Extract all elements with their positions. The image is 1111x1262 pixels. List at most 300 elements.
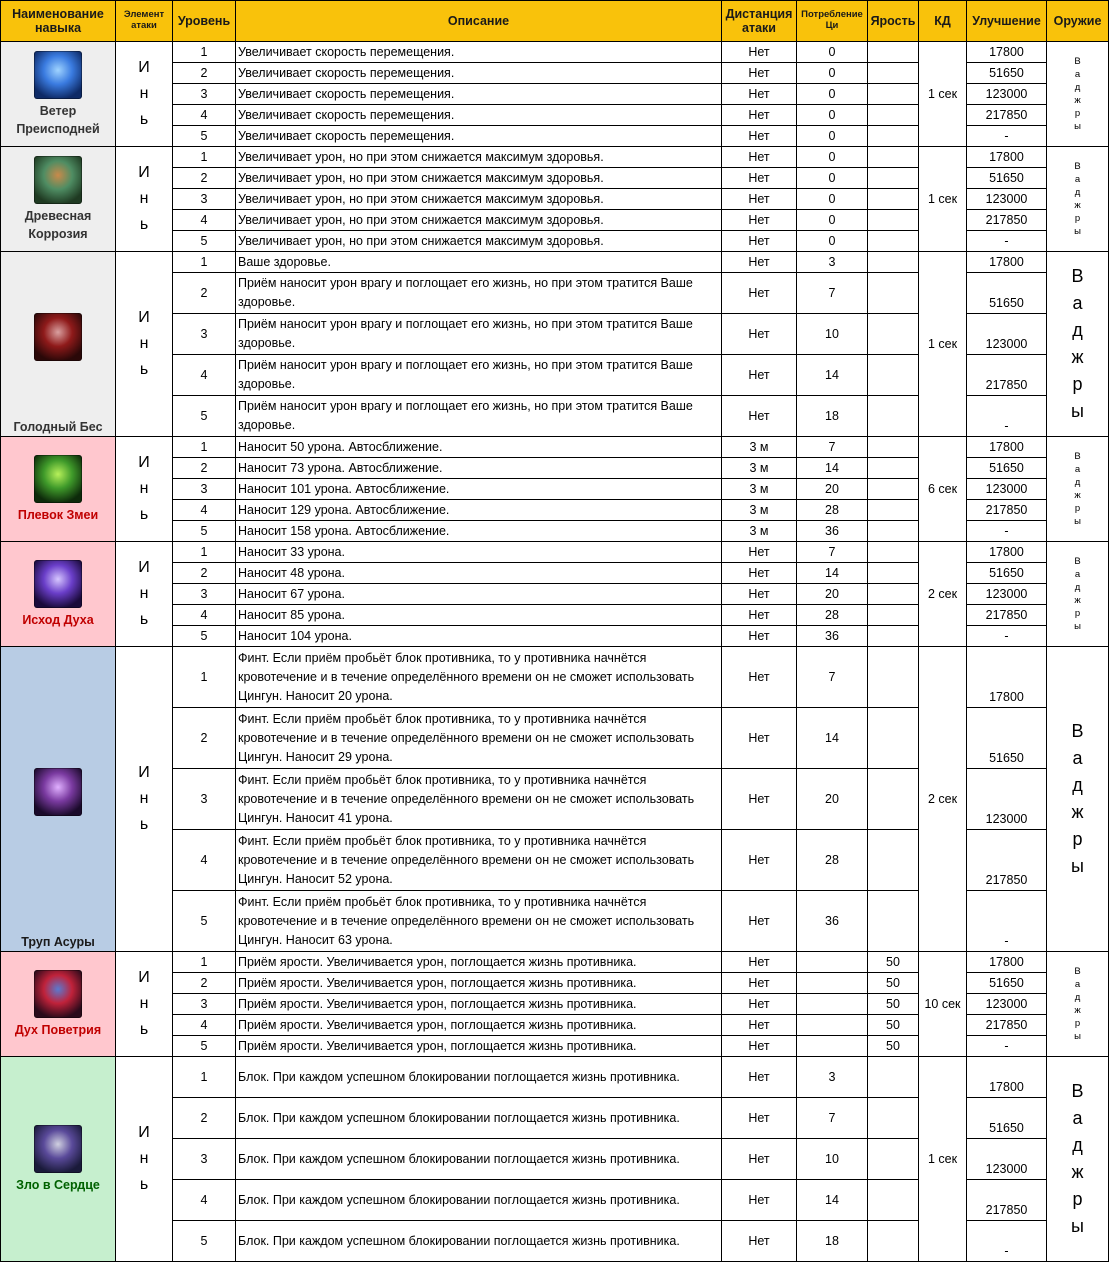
- range-cell: Нет: [722, 563, 797, 584]
- level-cell: 2: [173, 273, 236, 314]
- level-cell: 2: [173, 63, 236, 84]
- element-letter: И: [138, 969, 150, 986]
- element-letter: ь: [139, 1021, 149, 1038]
- chi-cell: 14: [797, 355, 868, 396]
- element-letter: И: [138, 164, 150, 181]
- skill-name: Плевок Змеи: [17, 507, 99, 522]
- rage-cell: [868, 769, 919, 830]
- rage-cell: [868, 647, 919, 708]
- weapon-cell: [1047, 647, 1109, 952]
- cooldown-cell: 1 сек: [919, 147, 967, 252]
- rage-cell: 50: [868, 1036, 919, 1057]
- range-cell: Нет: [722, 105, 797, 126]
- upgrade-cell: 51650: [967, 973, 1047, 994]
- rage-cell: [868, 126, 919, 147]
- description-cell: Приём ярости. Увеличивается урон, поглощается жизнь противника.: [236, 1036, 722, 1057]
- chi-cell: 20: [797, 479, 868, 500]
- description-cell: Увеличивает урон, но при этом снижается максимум здоровья.: [236, 231, 722, 252]
- weapon-letter: д: [1074, 82, 1081, 93]
- table-row: [1, 647, 1109, 708]
- range-cell: Нет: [722, 396, 797, 437]
- header-element: Элемент атаки: [116, 1, 173, 42]
- range-cell: Нет: [722, 1098, 797, 1139]
- element-letter: н: [139, 190, 149, 207]
- range-cell: Нет: [722, 231, 797, 252]
- level-cell: 4: [173, 830, 236, 891]
- upgrade-cell: 217850: [967, 105, 1047, 126]
- element-letter: н: [139, 480, 149, 497]
- range-cell: Нет: [722, 952, 797, 973]
- chi-cell: 7: [797, 647, 868, 708]
- weapon-letter: ы: [1074, 621, 1081, 632]
- upgrade-cell: 123000: [967, 994, 1047, 1015]
- header-upgrade: Улучшение: [967, 1, 1047, 42]
- level-cell: 3: [173, 479, 236, 500]
- upgrade-cell: 17800: [967, 647, 1047, 708]
- level-cell: 3: [173, 769, 236, 830]
- weapon-letter: ж: [1074, 200, 1081, 211]
- upgrade-cell: 217850: [967, 1180, 1047, 1221]
- upgrade-cell: -: [967, 231, 1047, 252]
- range-cell: Нет: [722, 252, 797, 273]
- range-cell: Нет: [722, 626, 797, 647]
- weapon-letter: ж: [1074, 595, 1081, 606]
- description-cell: Блок. При каждом успешном блокировании поглощается жизнь противника.: [236, 1057, 722, 1098]
- description-cell: Приём наносит урон врагу и поглощает его жизнь, но при этом тратится Ваше здоровье.: [236, 314, 722, 355]
- rage-cell: 50: [868, 973, 919, 994]
- header-row: [1, 1, 1109, 42]
- rage-cell: [868, 355, 919, 396]
- upgrade-cell: 51650: [967, 708, 1047, 769]
- header-level: Уровень: [173, 1, 236, 42]
- chi-cell: 7: [797, 542, 868, 563]
- range-cell: Нет: [722, 355, 797, 396]
- range-cell: Нет: [722, 63, 797, 84]
- description-cell: Блок. При каждом успешном блокировании поглощается жизнь противника.: [236, 1221, 722, 1262]
- header-cooldown: КД: [919, 1, 967, 42]
- chi-cell: 7: [797, 273, 868, 314]
- upgrade-cell: 123000: [967, 189, 1047, 210]
- weapon-letter: ы: [1074, 226, 1081, 237]
- upgrade-cell: 123000: [967, 1139, 1047, 1180]
- rage-cell: [868, 273, 919, 314]
- upgrade-cell: -: [967, 1036, 1047, 1057]
- range-cell: 3 м: [722, 521, 797, 542]
- element-cell: [116, 952, 173, 1057]
- level-cell: 5: [173, 396, 236, 437]
- rage-cell: [868, 314, 919, 355]
- level-cell: 3: [173, 314, 236, 355]
- level-cell: 4: [173, 210, 236, 231]
- weapon-letter: р: [1072, 374, 1083, 394]
- range-cell: Нет: [722, 584, 797, 605]
- chi-cell: 20: [797, 584, 868, 605]
- upgrade-cell: 17800: [967, 952, 1047, 973]
- level-cell: 5: [173, 891, 236, 952]
- description-cell: Увеличивает скорость перемещения.: [236, 84, 722, 105]
- rage-cell: [868, 105, 919, 126]
- level-cell: 1: [173, 42, 236, 63]
- rage-cell: [868, 1098, 919, 1139]
- skill-name: Голодный Бес: [13, 420, 103, 434]
- rage-cell: [868, 584, 919, 605]
- rage-cell: 50: [868, 1015, 919, 1036]
- level-cell: 1: [173, 437, 236, 458]
- chi-cell: 0: [797, 84, 868, 105]
- level-cell: 1: [173, 647, 236, 708]
- weapon-letter: д: [1074, 992, 1081, 1003]
- skill-icon-crossed-blades: [34, 1125, 82, 1173]
- upgrade-cell: 17800: [967, 542, 1047, 563]
- range-cell: Нет: [722, 1057, 797, 1098]
- description-cell: Наносит 73 урона. Автосближение.: [236, 458, 722, 479]
- description-cell: Финт. Если приём пробьёт блок противника, то у противника начнётся кровотечение и в течение определённого времени он не сможет использовать Цингун. Наносит 41 урона.: [236, 769, 722, 830]
- description-cell: Блок. При каждом успешном блокировании поглощается жизнь противника.: [236, 1180, 722, 1221]
- level-cell: 4: [173, 500, 236, 521]
- skill-name-cell: [1, 952, 116, 1057]
- description-cell: Ваше здоровье.: [236, 252, 722, 273]
- header-name: Наименование навыка: [1, 1, 116, 42]
- weapon-letter: В: [1071, 266, 1084, 286]
- description-cell: Блок. При каждом успешном блокировании поглощается жизнь противника.: [236, 1139, 722, 1180]
- element-letter: И: [138, 1124, 150, 1141]
- header-description: Описание: [236, 1, 722, 42]
- description-cell: Увеличивает урон, но при этом снижается максимум здоровья.: [236, 147, 722, 168]
- skill-name-cell: [1, 147, 116, 252]
- chi-cell: 3: [797, 252, 868, 273]
- upgrade-cell: 123000: [967, 314, 1047, 355]
- description-cell: Приём наносит урон врагу и поглощает его жизнь, но при этом тратится Ваше здоровье.: [236, 273, 722, 314]
- rage-cell: [868, 1221, 919, 1262]
- weapon-letter: р: [1074, 608, 1081, 619]
- upgrade-cell: 17800: [967, 252, 1047, 273]
- level-cell: 4: [173, 355, 236, 396]
- description-cell: Приём ярости. Увеличивается урон, поглощается жизнь противника.: [236, 973, 722, 994]
- level-cell: 5: [173, 1036, 236, 1057]
- weapon-letter: ы: [1074, 516, 1081, 527]
- upgrade-cell: 17800: [967, 1057, 1047, 1098]
- table-row: [1, 1057, 1109, 1098]
- range-cell: Нет: [722, 973, 797, 994]
- weapon-letter: д: [1072, 775, 1083, 795]
- range-cell: 3 м: [722, 437, 797, 458]
- skill-name-cell: [1, 42, 116, 147]
- weapon-letter: В: [1074, 966, 1081, 977]
- range-cell: Нет: [722, 314, 797, 355]
- element-cell: [116, 147, 173, 252]
- level-cell: 1: [173, 252, 236, 273]
- upgrade-cell: 17800: [967, 437, 1047, 458]
- weapon-letter: ы: [1074, 121, 1081, 132]
- rage-cell: [868, 458, 919, 479]
- rage-cell: [868, 231, 919, 252]
- skill-icon-purple-blades: [34, 560, 82, 608]
- range-cell: Нет: [722, 84, 797, 105]
- chi-cell: 0: [797, 126, 868, 147]
- description-cell: Наносит 101 урона. Автосближение.: [236, 479, 722, 500]
- weapon-letter: д: [1074, 477, 1081, 488]
- rage-cell: [868, 521, 919, 542]
- chi-cell: 28: [797, 830, 868, 891]
- skill-icon-red-demon: [34, 313, 82, 361]
- upgrade-cell: 123000: [967, 479, 1047, 500]
- table-row: [1, 542, 1109, 563]
- level-cell: 2: [173, 973, 236, 994]
- chi-cell: 28: [797, 500, 868, 521]
- chi-cell: 14: [797, 458, 868, 479]
- element-cell: [116, 42, 173, 147]
- chi-cell: [797, 994, 868, 1015]
- description-cell: Приём наносит урон врагу и поглощает его жизнь, но при этом тратится Ваше здоровье.: [236, 396, 722, 437]
- chi-cell: 3: [797, 1057, 868, 1098]
- rage-cell: [868, 563, 919, 584]
- element-letter: ь: [139, 216, 149, 233]
- element-letter: ь: [139, 1176, 149, 1193]
- weapon-letter: ж: [1074, 95, 1081, 106]
- rage-cell: [868, 84, 919, 105]
- range-cell: Нет: [722, 210, 797, 231]
- chi-cell: 7: [797, 1098, 868, 1139]
- skill-name: Дух Поветрия: [14, 1022, 102, 1037]
- rage-cell: [868, 1139, 919, 1180]
- upgrade-cell: 217850: [967, 355, 1047, 396]
- weapon-letter: ж: [1074, 490, 1081, 501]
- table-row: [1, 952, 1109, 973]
- chi-cell: 10: [797, 314, 868, 355]
- description-cell: Увеличивает скорость перемещения.: [236, 42, 722, 63]
- element-letter: н: [139, 1150, 149, 1167]
- element-letter: н: [139, 85, 149, 102]
- level-cell: 1: [173, 542, 236, 563]
- skill-name-cell: [1, 542, 116, 647]
- weapon-letter: В: [1074, 451, 1081, 462]
- upgrade-cell: 51650: [967, 1098, 1047, 1139]
- range-cell: Нет: [722, 1180, 797, 1221]
- description-cell: Наносит 67 урона.: [236, 584, 722, 605]
- range-cell: Нет: [722, 126, 797, 147]
- level-cell: 1: [173, 952, 236, 973]
- skill-name: Ветер Преисподней: [16, 103, 100, 136]
- rage-cell: [868, 147, 919, 168]
- chi-cell: 36: [797, 626, 868, 647]
- level-cell: 2: [173, 708, 236, 769]
- chi-cell: 28: [797, 605, 868, 626]
- weapon-cell: [1047, 437, 1109, 542]
- upgrade-cell: 217850: [967, 1015, 1047, 1036]
- level-cell: 2: [173, 1098, 236, 1139]
- rage-cell: [868, 542, 919, 563]
- rage-cell: [868, 500, 919, 521]
- element-letter: ь: [139, 816, 149, 833]
- description-cell: Финт. Если приём пробьёт блок противника, то у противника начнётся кровотечение и в течение определённого времени он не сможет использовать Цингун. Наносит 52 урона.: [236, 830, 722, 891]
- weapon-letter: р: [1074, 108, 1081, 119]
- description-cell: Приём ярости. Увеличивается урон, поглощается жизнь противника.: [236, 1015, 722, 1036]
- rage-cell: 50: [868, 994, 919, 1015]
- upgrade-cell: 51650: [967, 168, 1047, 189]
- range-cell: Нет: [722, 1036, 797, 1057]
- weapon-cell: [1047, 1057, 1109, 1262]
- level-cell: 2: [173, 458, 236, 479]
- range-cell: Нет: [722, 42, 797, 63]
- rage-cell: [868, 1057, 919, 1098]
- level-cell: 3: [173, 84, 236, 105]
- level-cell: 5: [173, 126, 236, 147]
- weapon-cell: [1047, 542, 1109, 647]
- range-cell: Нет: [722, 891, 797, 952]
- range-cell: Нет: [722, 168, 797, 189]
- table-row: [1, 252, 1109, 273]
- element-letter: н: [139, 790, 149, 807]
- description-cell: Увеличивает урон, но при этом снижается максимум здоровья.: [236, 189, 722, 210]
- chi-cell: 36: [797, 521, 868, 542]
- weapon-letter: д: [1072, 1135, 1083, 1155]
- chi-cell: 7: [797, 437, 868, 458]
- level-cell: 1: [173, 1057, 236, 1098]
- description-cell: Финт. Если приём пробьёт блок противника, то у противника начнётся кровотечение и в течение определённого времени он не сможет использовать Цингун. Наносит 29 урона.: [236, 708, 722, 769]
- weapon-letter: а: [1072, 748, 1083, 768]
- element-letter: И: [138, 454, 150, 471]
- upgrade-cell: 217850: [967, 500, 1047, 521]
- upgrade-cell: -: [967, 396, 1047, 437]
- level-cell: 4: [173, 605, 236, 626]
- weapon-letter: д: [1074, 187, 1081, 198]
- weapon-letter: В: [1074, 161, 1081, 172]
- level-cell: 3: [173, 994, 236, 1015]
- skills-body: [1, 42, 1109, 1262]
- weapon-letter: р: [1072, 1189, 1083, 1209]
- upgrade-cell: 123000: [967, 769, 1047, 830]
- cooldown-cell: 1 сек: [919, 1057, 967, 1262]
- level-cell: 2: [173, 168, 236, 189]
- description-cell: Увеличивает урон, но при этом снижается максимум здоровья.: [236, 168, 722, 189]
- level-cell: 4: [173, 105, 236, 126]
- range-cell: Нет: [722, 542, 797, 563]
- range-cell: Нет: [722, 1221, 797, 1262]
- description-cell: Увеличивает скорость перемещения.: [236, 105, 722, 126]
- weapon-letter: В: [1071, 721, 1084, 741]
- upgrade-cell: -: [967, 626, 1047, 647]
- weapon-letter: а: [1072, 1108, 1083, 1128]
- upgrade-cell: -: [967, 1221, 1047, 1262]
- chi-cell: 20: [797, 769, 868, 830]
- skill-name: Труп Асуры: [21, 935, 95, 949]
- level-cell: 5: [173, 231, 236, 252]
- skill-name-cell: [1, 647, 116, 952]
- description-cell: Увеличивает урон, но при этом снижается максимум здоровья.: [236, 210, 722, 231]
- element-cell: [116, 647, 173, 952]
- chi-cell: 0: [797, 42, 868, 63]
- weapon-letter: ы: [1071, 401, 1084, 421]
- description-cell: Наносит 129 урона. Автосближение.: [236, 500, 722, 521]
- weapon-letter: р: [1074, 1018, 1081, 1029]
- element-letter: ь: [139, 111, 149, 128]
- level-cell: 5: [173, 521, 236, 542]
- chi-cell: 0: [797, 231, 868, 252]
- weapon-letter: ж: [1074, 1005, 1081, 1016]
- weapon-letter: а: [1074, 979, 1081, 990]
- cooldown-cell: 10 сек: [919, 952, 967, 1057]
- level-cell: 5: [173, 1221, 236, 1262]
- upgrade-cell: -: [967, 126, 1047, 147]
- description-cell: Наносит 158 урона. Автосближение.: [236, 521, 722, 542]
- element-cell: [116, 1057, 173, 1262]
- weapon-cell: [1047, 147, 1109, 252]
- upgrade-cell: 217850: [967, 830, 1047, 891]
- rage-cell: [868, 891, 919, 952]
- rage-cell: [868, 1180, 919, 1221]
- range-cell: Нет: [722, 147, 797, 168]
- upgrade-cell: -: [967, 521, 1047, 542]
- range-cell: Нет: [722, 1015, 797, 1036]
- description-cell: Наносит 48 урона.: [236, 563, 722, 584]
- upgrade-cell: 17800: [967, 42, 1047, 63]
- header-range: Дистанция атаки: [722, 1, 797, 42]
- skill-name: Древесная Коррозия: [24, 208, 92, 241]
- chi-cell: 18: [797, 396, 868, 437]
- cooldown-cell: 1 сек: [919, 42, 967, 147]
- weapon-letter: а: [1074, 69, 1081, 80]
- skill-name-cell: [1, 1057, 116, 1262]
- skill-name-cell: [1, 437, 116, 542]
- header-rage: Ярость: [868, 1, 919, 42]
- weapon-letter: В: [1074, 556, 1081, 567]
- table-row: [1, 437, 1109, 458]
- range-cell: Нет: [722, 769, 797, 830]
- chi-cell: 0: [797, 210, 868, 231]
- description-cell: Наносит 85 урона.: [236, 605, 722, 626]
- element-letter: ь: [139, 361, 149, 378]
- cooldown-cell: 1 сек: [919, 252, 967, 437]
- level-cell: 2: [173, 563, 236, 584]
- table-row: [1, 42, 1109, 63]
- level-cell: 3: [173, 189, 236, 210]
- range-cell: Нет: [722, 273, 797, 314]
- description-cell: Приём ярости. Увеличивается урон, поглощается жизнь противника.: [236, 994, 722, 1015]
- rage-cell: 50: [868, 952, 919, 973]
- range-cell: 3 м: [722, 458, 797, 479]
- upgrade-cell: 17800: [967, 147, 1047, 168]
- upgrade-cell: 123000: [967, 84, 1047, 105]
- table-row: [1, 147, 1109, 168]
- weapon-cell: [1047, 952, 1109, 1057]
- element-letter: И: [138, 764, 150, 781]
- level-cell: 5: [173, 626, 236, 647]
- range-cell: Нет: [722, 708, 797, 769]
- range-cell: Нет: [722, 189, 797, 210]
- description-cell: Блок. При каждом успешном блокировании поглощается жизнь противника.: [236, 1098, 722, 1139]
- weapon-letter: р: [1074, 503, 1081, 514]
- rage-cell: [868, 210, 919, 231]
- description-cell: Финт. Если приём пробьёт блок противника, то у противника начнётся кровотечение и в течение определённого времени он не сможет использовать Цингун. Наносит 63 урона.: [236, 891, 722, 952]
- skill-icon-purple-claws: [34, 768, 82, 816]
- skill-name: Зло в Сердце: [16, 1177, 100, 1192]
- description-cell: Приём наносит урон врагу и поглощает его жизнь, но при этом тратится Ваше здоровье.: [236, 355, 722, 396]
- rage-cell: [868, 189, 919, 210]
- chi-cell: [797, 952, 868, 973]
- weapon-letter: ы: [1074, 1031, 1081, 1042]
- chi-cell: 0: [797, 168, 868, 189]
- weapon-letter: д: [1074, 582, 1081, 593]
- weapon-cell: [1047, 252, 1109, 437]
- rage-cell: [868, 626, 919, 647]
- description-cell: Наносит 33 урона.: [236, 542, 722, 563]
- element-cell: [116, 542, 173, 647]
- weapon-letter: а: [1074, 464, 1081, 475]
- weapon-letter: а: [1074, 569, 1081, 580]
- upgrade-cell: -: [967, 891, 1047, 952]
- upgrade-cell: 51650: [967, 273, 1047, 314]
- chi-cell: [797, 1015, 868, 1036]
